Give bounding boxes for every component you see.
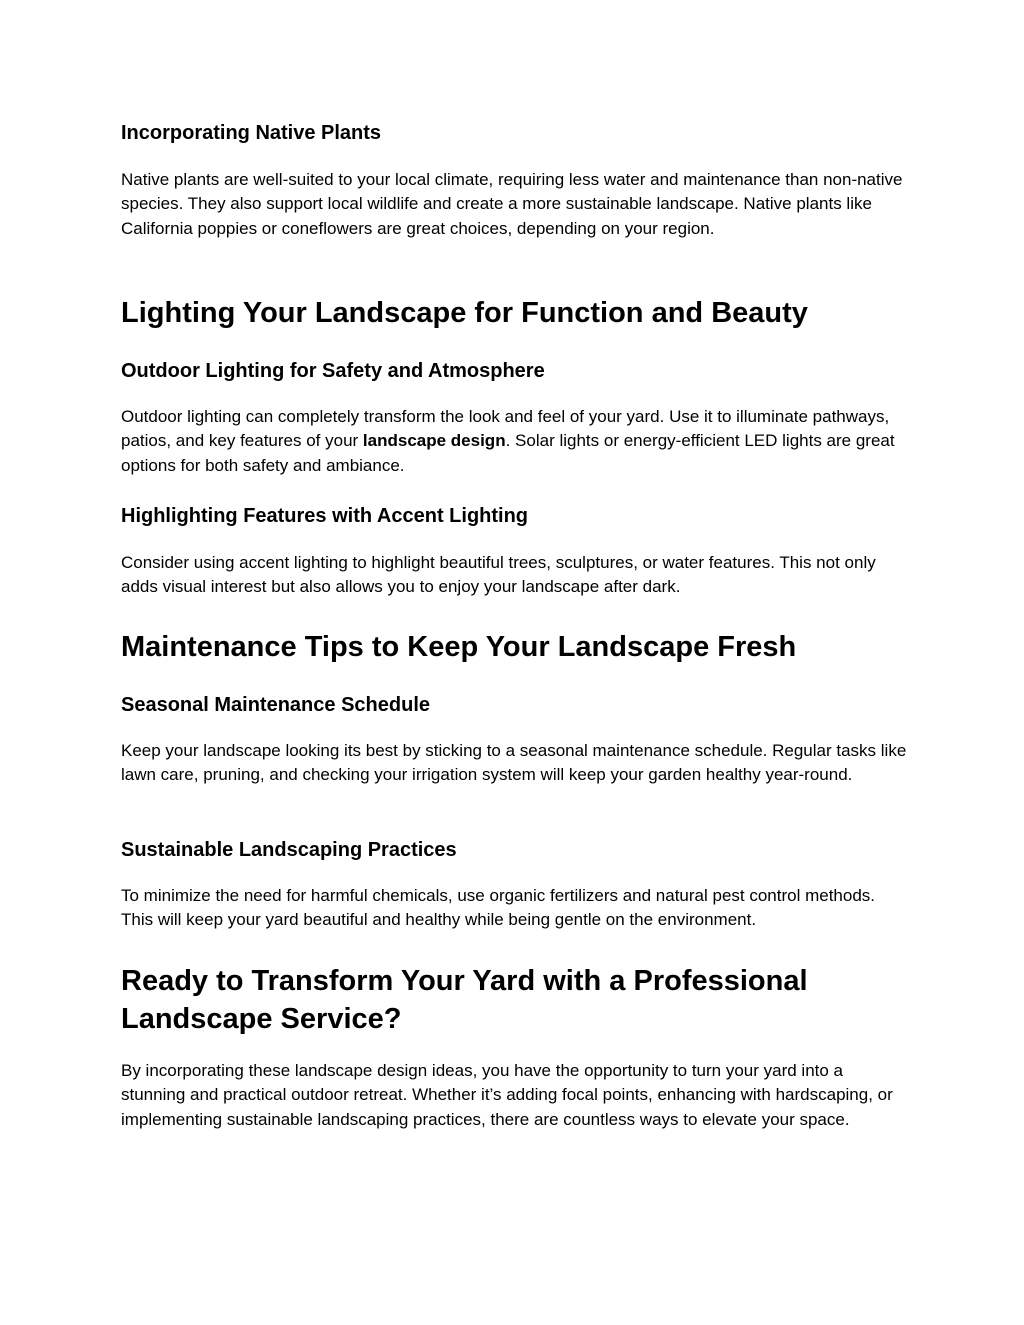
heading-native-plants: Incorporating Native Plants	[121, 122, 382, 144]
paragraph-seasonal-maintenance: Keep your landscape looking its best by sticking to a seasonal maintenance schedule. Regular tasks like lawn care, pruning, and checking your irrigation system will keep your garden healthy year-round.	[121, 741, 907, 785]
outdoor-lighting-text-end: . Solar lights or energy-efficient LED lights are great options for both safety and ambiance.	[121, 431, 895, 475]
landscape-design-bold: landscape design	[362, 431, 506, 451]
heading-outdoor-lighting: Outdoor Lighting for Safety and Atmosphere	[121, 360, 545, 382]
heading-ready-to-transform: Ready to Transform Your Yard with a Professional Landscape Service?	[121, 965, 808, 1035]
paragraph-sustainable-practices: To minimize the need for harmful chemicals, use organic fertilizers and natural pest control methods. This will keep your yard beautiful and healthy while being gentle on the environment.	[121, 886, 876, 930]
heading-lighting: Lighting Your Landscape for Function and Beauty	[121, 297, 808, 329]
paragraph-accent-lighting: Consider using accent lighting to highlight beautiful trees, sculptures, or water features. This not only adds visual interest but also allows you to enjoy your landscape after dark.	[121, 553, 876, 597]
paragraph-outdoor-lighting	[121, 405, 911, 478]
paragraph-native-plants: Native plants are well-suited to your local climate, requiring less water and maintenance than non-native species. They also support local wildlife and create a more sustainable landscape. Native plants like California poppies or coneflowers are great choices, depending on your region.	[121, 170, 903, 238]
heading-maintenance: Maintenance Tips to Keep Your Landscape Fresh	[121, 631, 797, 663]
heading-sustainable-practices: Sustainable Landscaping Practices	[121, 839, 457, 861]
paragraph-ready-to-transform: By incorporating these landscape design ideas, you have the opportunity to turn your yard into a stunning and practical outdoor retreat. Whether it’s adding focal points, enhancing with hardscaping, or implementing sustainable landscaping practices, there are countless ways to elevate your space.	[121, 1061, 893, 1129]
outdoor-lighting-text-start: Outdoor lighting can completely transform the look and feel of your yard. Use it to illuminate pathways, patios, and key features of your	[121, 407, 890, 451]
heading-seasonal-maintenance: Seasonal Maintenance Schedule	[121, 694, 430, 716]
heading-accent-lighting: Highlighting Features with Accent Lighting	[121, 505, 529, 527]
